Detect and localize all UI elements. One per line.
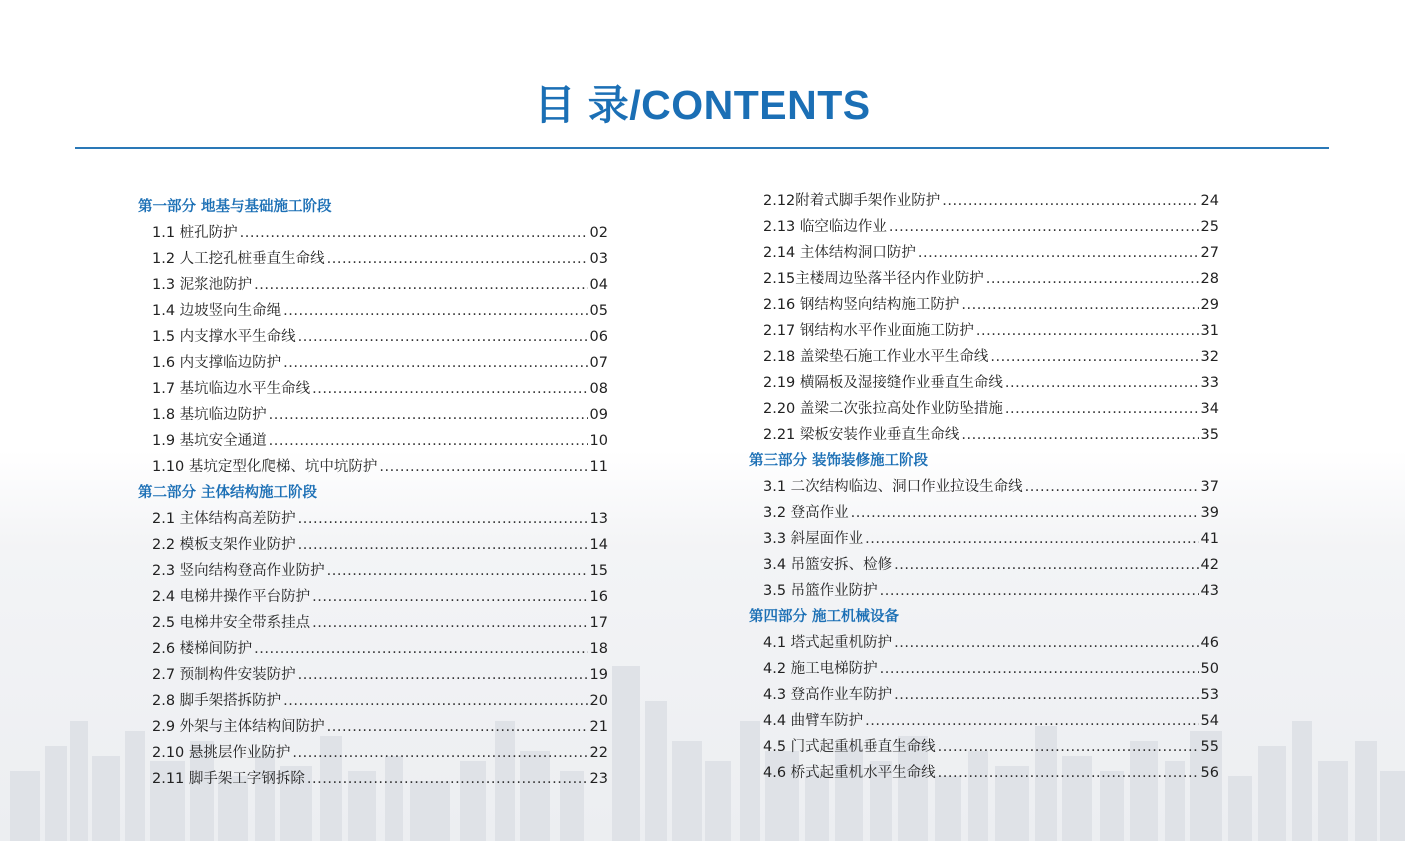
- dot-leader: [851, 500, 1199, 526]
- toc-section-heading: 第三部分 装饰装修施工阶段: [749, 453, 929, 469]
- toc-entry[interactable]: [138, 584, 608, 610]
- toc-entry-page-number: 53: [1200, 687, 1219, 703]
- toc-entry-label: 1.10 基坑定型化爬梯、坑中坑防护: [152, 459, 378, 475]
- toc-entry-page-number: 13: [589, 511, 608, 527]
- title-divider: [75, 147, 1329, 149]
- toc-entry[interactable]: [138, 324, 608, 350]
- toc-section-heading: 第四部分 施工机械设备: [749, 609, 900, 625]
- toc-entry-page-number: 19: [589, 667, 608, 683]
- toc-entry[interactable]: [749, 656, 1219, 682]
- toc-entry[interactable]: [138, 246, 608, 272]
- toc-entry-label: 2.6 楼梯间防护: [152, 641, 253, 657]
- toc-entry-page-number: 43: [1200, 583, 1219, 599]
- toc-entry[interactable]: [749, 188, 1219, 214]
- toc-entry[interactable]: [138, 766, 608, 792]
- toc-entry-page-number: 25: [1200, 219, 1219, 235]
- dot-leader: [865, 708, 1198, 734]
- toc-entry-label: 2.15主楼周边坠落半径内作业防护: [763, 271, 984, 287]
- toc-entry-label: 2.7 预制构件安装防护: [152, 667, 296, 683]
- toc-entry[interactable]: [138, 610, 608, 636]
- toc-entry[interactable]: [749, 630, 1219, 656]
- toc-entry[interactable]: [749, 266, 1219, 292]
- dot-leader: [298, 506, 588, 532]
- toc-entry-page-number: 50: [1200, 661, 1219, 677]
- toc-entry-page-number: 55: [1200, 739, 1219, 755]
- toc-entry-label: 1.9 基坑安全通道: [152, 433, 267, 449]
- dot-leader: [938, 734, 1199, 760]
- toc-entry[interactable]: [749, 474, 1219, 500]
- toc-entry-page-number: 29: [1200, 297, 1219, 313]
- dot-leader: [961, 422, 1198, 448]
- dot-leader: [292, 740, 587, 766]
- dot-leader: [1005, 370, 1199, 396]
- toc-entry-page-number: 24: [1200, 193, 1219, 209]
- toc-entry-page-number: 33: [1200, 375, 1219, 391]
- dot-leader: [865, 526, 1198, 552]
- toc-entry[interactable]: [749, 318, 1219, 344]
- dot-leader: [269, 402, 588, 428]
- toc-entry-label: 3.3 斜屋面作业: [763, 531, 864, 547]
- toc-entry[interactable]: [138, 636, 608, 662]
- toc-entry-label: 1.3 泥浆池防护: [152, 277, 253, 293]
- toc-entry[interactable]: [749, 370, 1219, 396]
- dot-leader: [918, 240, 1199, 266]
- toc-entry-label: 1.1 桩孔防护: [152, 225, 238, 241]
- toc-entry[interactable]: [749, 526, 1219, 552]
- toc-entry-page-number: 21: [589, 719, 608, 735]
- toc-entry-label: 2.20 盖梁二次张拉高处作业防坠措施: [763, 401, 1003, 417]
- dot-leader: [894, 552, 1198, 578]
- toc-entry-label: 2.5 电梯井安全带系挂点: [152, 615, 311, 631]
- dot-leader: [327, 558, 588, 584]
- toc-entry[interactable]: [749, 760, 1219, 786]
- toc-left-column: [138, 194, 608, 792]
- toc-entry-page-number: 09: [589, 407, 608, 423]
- toc-entry-label: 4.1 塔式起重机防护: [763, 635, 893, 651]
- toc-entry-page-number: 46: [1200, 635, 1219, 651]
- toc-entry-label: 2.21 梁板安装作业垂直生命线: [763, 427, 960, 443]
- dot-leader: [254, 272, 587, 298]
- toc-entry-page-number: 56: [1200, 765, 1219, 781]
- toc-entry-label: 1.8 基坑临边防护: [152, 407, 267, 423]
- dot-leader: [880, 656, 1199, 682]
- dot-leader: [938, 760, 1199, 786]
- toc-entry[interactable]: [138, 688, 608, 714]
- toc-entry-label: 2.18 盖梁垫石施工作业水平生命线: [763, 349, 989, 365]
- toc-entry-page-number: 14: [589, 537, 608, 553]
- dot-leader: [889, 214, 1199, 240]
- toc-entry[interactable]: [749, 344, 1219, 370]
- toc-entry-page-number: 54: [1200, 713, 1219, 729]
- toc-entry-page-number: 41: [1200, 531, 1219, 547]
- dot-leader: [327, 246, 588, 272]
- toc-entry-label: 1.2 人工挖孔桩垂直生命线: [152, 251, 325, 267]
- toc-entry-page-number: 17: [589, 615, 608, 631]
- dot-leader: [1005, 396, 1199, 422]
- toc-entry[interactable]: [138, 402, 608, 428]
- toc-entry[interactable]: [749, 578, 1219, 604]
- toc-entry-label: 2.8 脚手架搭拆防护: [152, 693, 282, 709]
- toc-entry[interactable]: [749, 500, 1219, 526]
- toc-entry-label: 3.1 二次结构临边、洞口作业拉设生命线: [763, 479, 1023, 495]
- toc-entry[interactable]: [138, 454, 608, 480]
- toc-entry-page-number: 05: [589, 303, 608, 319]
- dot-leader: [961, 292, 1198, 318]
- dot-leader: [283, 688, 587, 714]
- dot-leader: [298, 324, 588, 350]
- toc-entry-label: 4.3 登高作业车防护: [763, 687, 893, 703]
- toc-entry[interactable]: [749, 552, 1219, 578]
- toc-entry-page-number: 16: [589, 589, 608, 605]
- toc-entry-page-number: 31: [1200, 323, 1219, 339]
- toc-entry-label: 4.5 门式起重机垂直生命线: [763, 739, 936, 755]
- toc-entry-page-number: 15: [589, 563, 608, 579]
- dot-leader: [312, 584, 587, 610]
- toc-entry-label: 2.2 模板支架作业防护: [152, 537, 296, 553]
- toc-entry-page-number: 10: [589, 433, 608, 449]
- toc-entry[interactable]: [138, 428, 608, 454]
- toc-entry-page-number: 20: [589, 693, 608, 709]
- toc-entry-page-number: 27: [1200, 245, 1219, 261]
- toc-entry[interactable]: [749, 708, 1219, 734]
- toc-entry[interactable]: [749, 214, 1219, 240]
- toc-section-heading: 第二部分 主体结构施工阶段: [138, 485, 318, 501]
- toc-entry-label: 1.4 边坡竖向生命绳: [152, 303, 282, 319]
- toc-entry-label: 1.5 内支撑水平生命线: [152, 329, 296, 345]
- toc-entry-page-number: 32: [1200, 349, 1219, 365]
- toc-entry-label: 3.5 吊篮作业防护: [763, 583, 878, 599]
- toc-entry-page-number: 34: [1200, 401, 1219, 417]
- dot-leader: [379, 454, 587, 480]
- toc-entry-label: 2.1 主体结构高差防护: [152, 511, 296, 527]
- toc-entry-page-number: 18: [589, 641, 608, 657]
- toc-entry[interactable]: [749, 292, 1219, 318]
- toc-entry-label: 2.10 悬挑层作业防护: [152, 745, 291, 761]
- dot-leader: [298, 662, 588, 688]
- toc-entry-page-number: 08: [589, 381, 608, 397]
- toc-entry-label: 1.7 基坑临边水平生命线: [152, 381, 311, 397]
- dot-leader: [990, 344, 1198, 370]
- toc-entry-label: 2.9 外架与主体结构间防护: [152, 719, 325, 735]
- toc-entry-label: 4.6 桥式起重机水平生命线: [763, 765, 936, 781]
- toc-entry[interactable]: [138, 220, 608, 246]
- toc-entry[interactable]: [138, 350, 608, 376]
- toc-entry-page-number: 35: [1200, 427, 1219, 443]
- toc-entry[interactable]: [749, 396, 1219, 422]
- toc-entry-label: 3.2 登高作业: [763, 505, 849, 521]
- dot-leader: [269, 428, 588, 454]
- toc-entry-label: 2.4 电梯井操作平台防护: [152, 589, 311, 605]
- toc-entry[interactable]: [138, 714, 608, 740]
- toc-entry[interactable]: [138, 506, 608, 532]
- toc-entry-label: 2.13 临空临边作业: [763, 219, 887, 235]
- toc-entry[interactable]: [138, 740, 608, 766]
- toc-entry-page-number: 11: [589, 459, 608, 475]
- toc-entry-page-number: 28: [1200, 271, 1219, 287]
- toc-entry[interactable]: [749, 240, 1219, 266]
- toc-entry-label: 2.16 钢结构竖向结构施工防护: [763, 297, 960, 313]
- toc-entry-page-number: 23: [589, 771, 608, 787]
- toc-entry-label: 1.6 内支撑临边防护: [152, 355, 282, 371]
- dot-leader: [942, 188, 1198, 214]
- toc-entry-label: 2.3 竖向结构登高作业防护: [152, 563, 325, 579]
- dot-leader: [976, 318, 1199, 344]
- toc-entry-label: 4.4 曲臂车防护: [763, 713, 864, 729]
- toc-entry-label: 4.2 施工电梯防护: [763, 661, 878, 677]
- toc-entry-page-number: 02: [589, 225, 608, 241]
- toc-entry-label: 2.17 钢结构水平作业面施工防护: [763, 323, 974, 339]
- toc-entry-page-number: 06: [589, 329, 608, 345]
- toc-entry-label: 2.14 主体结构洞口防护: [763, 245, 916, 261]
- toc-entry-page-number: 22: [589, 745, 608, 761]
- page-title: 目 录/CONTENTS: [534, 82, 871, 128]
- toc-entry[interactable]: [138, 272, 608, 298]
- toc-entry[interactable]: [138, 558, 608, 584]
- toc-entry-page-number: 42: [1200, 557, 1219, 573]
- toc-entry-page-number: 03: [589, 251, 608, 267]
- toc-entry[interactable]: [749, 734, 1219, 760]
- toc-entry[interactable]: [138, 298, 608, 324]
- dot-leader: [880, 578, 1199, 604]
- dot-leader: [283, 350, 587, 376]
- toc-entry[interactable]: [749, 422, 1219, 448]
- dot-leader: [254, 636, 587, 662]
- toc-section-heading: 第一部分 地基与基础施工阶段: [138, 199, 332, 215]
- toc-entry-label: 2.19 横隔板及湿接缝作业垂直生命线: [763, 375, 1003, 391]
- dot-leader: [312, 376, 587, 402]
- dot-leader: [327, 714, 588, 740]
- dot-leader: [240, 220, 588, 246]
- dot-leader: [283, 298, 587, 324]
- toc-entry[interactable]: [749, 682, 1219, 708]
- dot-leader: [894, 682, 1198, 708]
- dot-leader: [986, 266, 1199, 292]
- dot-leader: [894, 630, 1198, 656]
- toc-entry-page-number: 37: [1200, 479, 1219, 495]
- dot-leader: [307, 766, 588, 792]
- dot-leader: [1025, 474, 1199, 500]
- toc-entry-page-number: 04: [589, 277, 608, 293]
- toc-entry[interactable]: [138, 662, 608, 688]
- dot-leader: [312, 610, 587, 636]
- toc-entry[interactable]: [138, 376, 608, 402]
- toc-entry-label: 2.12附着式脚手架作业防护: [763, 193, 941, 209]
- toc-entry-label: 3.4 吊篮安拆、检修: [763, 557, 893, 573]
- dot-leader: [298, 532, 588, 558]
- toc-entry-label: 2.11 脚手架工字钢拆除: [152, 771, 305, 787]
- toc-entry-page-number: 07: [589, 355, 608, 371]
- toc-entry-page-number: 39: [1200, 505, 1219, 521]
- toc-right-column: [749, 188, 1219, 786]
- toc-entry[interactable]: [138, 532, 608, 558]
